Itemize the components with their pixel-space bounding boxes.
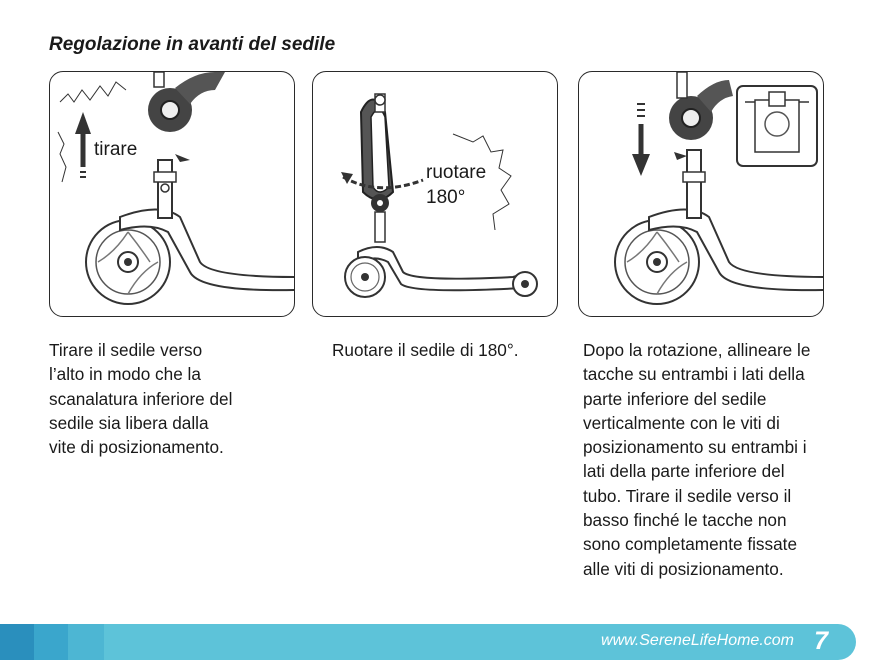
page-number: 7 <box>814 627 828 655</box>
footer-bar <box>0 624 856 660</box>
illustration-push-down <box>578 71 824 317</box>
footer-block-1 <box>0 624 34 660</box>
rotate-label: ruotare <box>426 162 487 183</box>
footer-block-2 <box>34 624 68 660</box>
illustration-rotate <box>312 71 558 317</box>
step-description-align: Dopo la rotazione, allineare le tacche su entrambi i lati della parte inferiore del sedile verticalmente con le viti di posizionamento su entrambi i lati della parte inferiore del tubo. Tirare il sedile verso il basso finché le tacche non sono completamente fissate alle viti di posizionamento. <box>583 340 811 579</box>
front-wheel-illustration <box>615 220 699 304</box>
rotate-degrees-label: 180° <box>426 187 466 208</box>
website-url: www.SereneLifeHome.com <box>601 632 794 649</box>
pull-label: tirare <box>94 139 138 160</box>
page-title: Regolazione in avanti del sedile <box>49 34 336 55</box>
footer-block-3 <box>68 624 104 660</box>
step-description-pull: Tirare il sedile verso l’alto in modo che la scanalatura inferiore del sedile sia libera dalla vite di posizionamento. <box>49 340 233 458</box>
illustration-pull-up <box>49 71 295 317</box>
step-description-rotate: Ruotare il sedile di 180°. <box>332 340 519 360</box>
front-wheel-illustration <box>86 220 170 304</box>
